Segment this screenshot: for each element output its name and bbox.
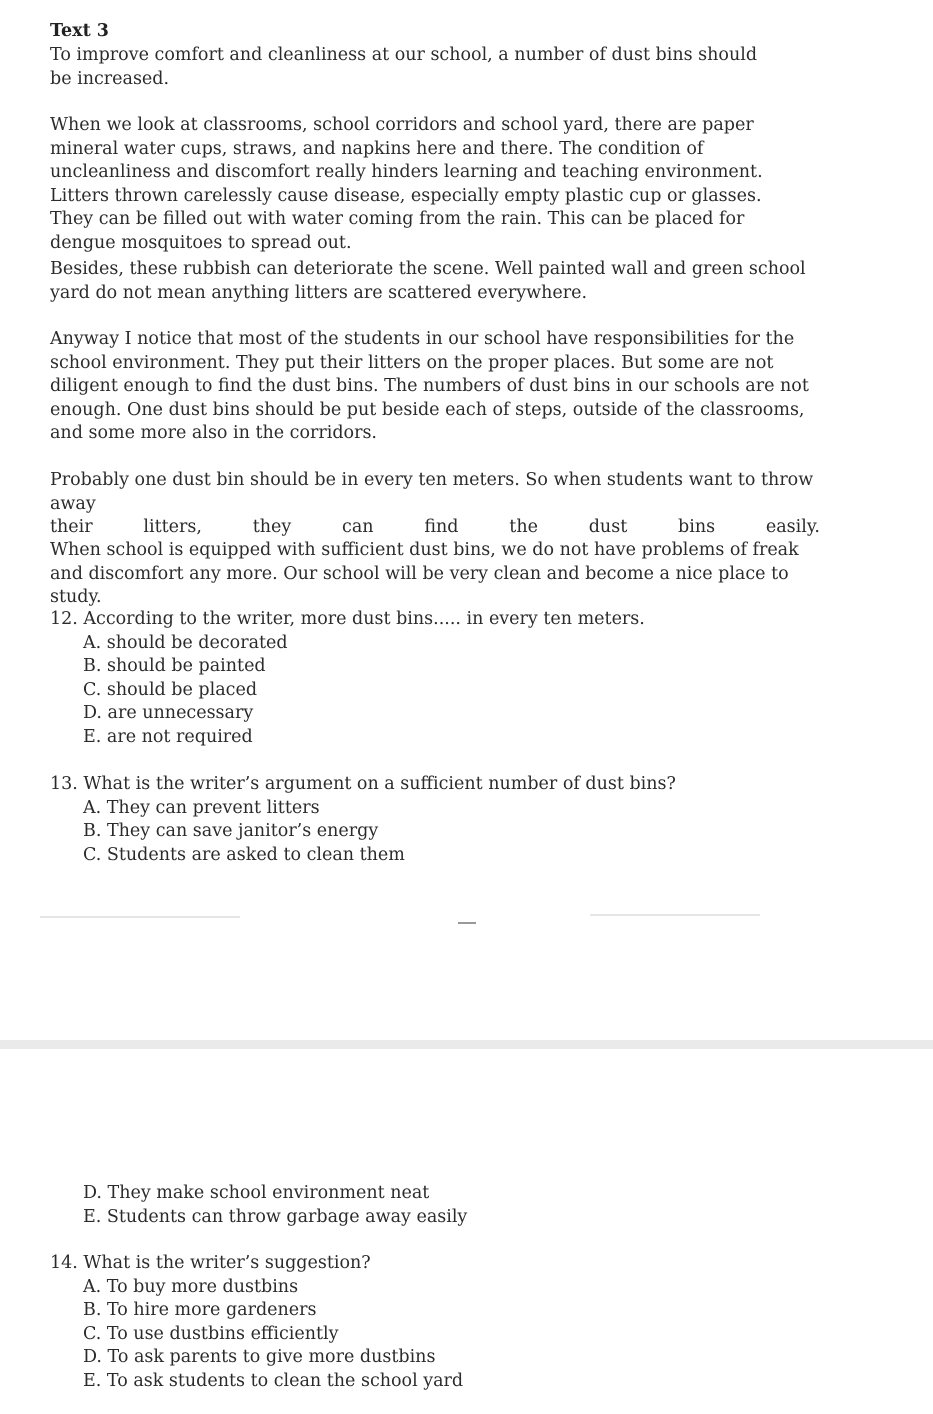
scan-artifact	[590, 914, 760, 916]
word: they	[252, 517, 292, 537]
word: dust	[588, 517, 628, 537]
answer-options	[50, 632, 870, 750]
scan-artifact	[458, 922, 476, 924]
answer-option-a[interactable]: A. To buy more dustbins	[83, 1276, 299, 1297]
page-break	[0, 1040, 933, 1049]
answer-option-d[interactable]: D. They make school environment neat	[83, 1183, 430, 1203]
paragraph-2: Besides, these rubbish can deteriorate the scene. Well painted wall and green school yard do not mean anything litters are scattered everywhere.	[50, 259, 806, 303]
intro-paragraph: To improve comfort and cleanliness at our school, a number of dust bins should be increased.	[50, 45, 758, 89]
word: the	[509, 517, 538, 537]
answer-option-b[interactable]: B. To hire more gardeners	[83, 1300, 317, 1320]
word: easily.	[765, 517, 820, 537]
answer-option-c[interactable]: C. should be placed	[83, 679, 258, 700]
paragraph-1: When we look at classrooms, school corridors and school yard, there are paper mineral water cups, straws, and napkins here and there. The condition of uncleanliness and discomfort really hinders learning and teaching environment. Litters thrown carelessly cause disease, especially empty plastic cup or glasses. They can be filled out with water coming from the rain. This can be placed for dengue mosquitoes to spread out.	[50, 115, 763, 253]
question-13	[50, 773, 870, 867]
question-stem: 14. What is the writer’s suggestion?	[50, 1253, 371, 1273]
word: can	[342, 517, 374, 537]
question-12	[50, 608, 870, 749]
answer-option-e[interactable]: E. To ask students to clean the school yard	[83, 1370, 464, 1391]
answer-options	[50, 1182, 870, 1229]
paragraph-5: When school is equipped with sufficient dust bins, we do not have problems of freak and discomfort any more. Our school will be very clean and become a nice place to study.	[50, 540, 799, 607]
answer-option-c[interactable]: C. Students are asked to clean them	[83, 844, 405, 865]
answer-option-b[interactable]: B. They can save janitor’s energy	[83, 821, 379, 841]
answer-option-a[interactable]: A. should be decorated	[83, 632, 288, 653]
answer-option-d[interactable]: D. To ask parents to give more dustbins	[83, 1347, 436, 1367]
question-stem: 13. What is the writer’s argument on a sufficient number of dust bins?	[50, 774, 676, 794]
question-14	[50, 1252, 870, 1393]
paragraph-4	[50, 469, 820, 540]
answer-option-e[interactable]: E. Students can throw garbage away easily	[83, 1206, 468, 1227]
question-stem: 12. According to the writer, more dust bins..... in every ten meters.	[50, 609, 645, 629]
answer-options	[50, 1276, 870, 1394]
answer-option-e[interactable]: E. are not required	[83, 726, 253, 747]
word: their	[50, 517, 93, 537]
answer-option-c[interactable]: C. To use dustbins efficiently	[83, 1323, 339, 1344]
word: litters,	[143, 517, 202, 537]
text-title: Text 3	[50, 21, 109, 41]
answer-option-d[interactable]: D. are unnecessary	[83, 703, 254, 723]
word: find	[424, 517, 459, 537]
scan-artifact	[40, 916, 240, 918]
paragraph-4-line-1: Probably one dust bin should be in every ten meters. So when students want to throw away	[50, 470, 814, 514]
paragraph-4-line-2	[50, 516, 820, 540]
paragraph-3: Anyway I notice that most of the students in our school have responsibilities for the school environment. They put their litters on the proper places. But some are not diligent enough to find the dust bins. The numbers of dust bins in our schools are not enough. One dust bins should be put beside each of steps, outside of the classrooms, and some more also in the corridors.	[50, 329, 809, 443]
answer-option-a[interactable]: A. They can prevent litters	[83, 797, 320, 818]
question-13-continued	[50, 1182, 870, 1229]
word: bins	[678, 517, 716, 537]
answer-option-b[interactable]: B. should be painted	[83, 656, 266, 676]
answer-options	[50, 797, 870, 868]
